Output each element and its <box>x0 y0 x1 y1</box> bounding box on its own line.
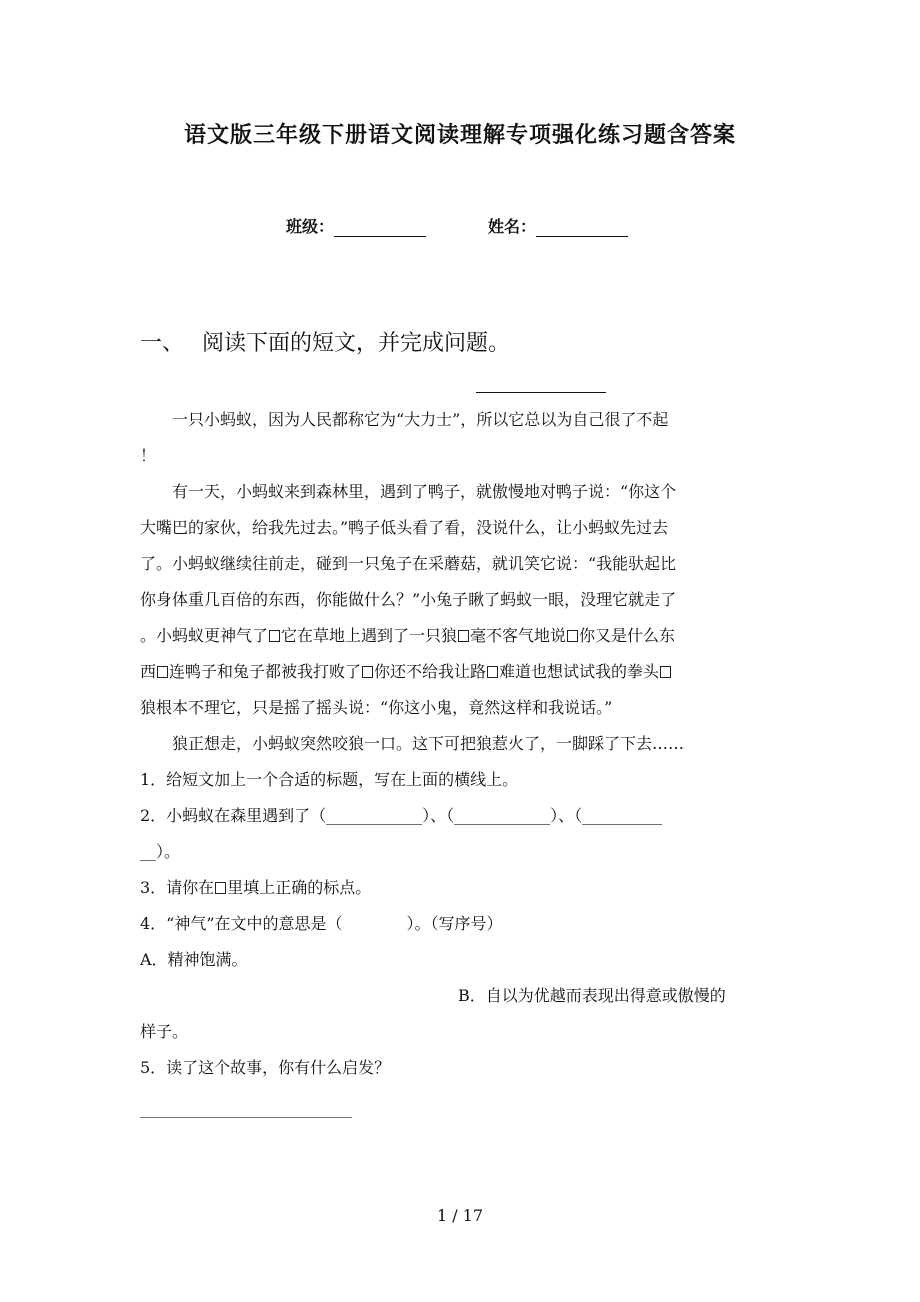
punctuation-box[interactable] <box>487 666 498 678</box>
page-title: 语文版三年级下册语文阅读理解专项强化练习题含答案 <box>183 122 736 148</box>
passage-line: 了。小蚂蚁继续往前走，碰到一只兔子在采蘑菇，就讥笑它说：“我能驮起比 <box>140 554 677 573</box>
passage-line <box>140 662 780 682</box>
passage-text: 难道也想试试我的拳头 <box>499 662 660 681</box>
answer-line[interactable] <box>140 1117 352 1118</box>
punctuation-box[interactable] <box>269 630 280 642</box>
question-1: 1．给短文加上一个合适的标题，写在上面的横线上。 <box>140 770 519 789</box>
class-label: 班级： <box>286 217 335 236</box>
punctuation-box[interactable] <box>458 630 469 642</box>
passage-line: 一只小蚂蚁，因为人民都称它为“大力士”，所以它总以为自己很了不起 <box>172 410 669 429</box>
question-text: 3．请你在 <box>140 878 215 897</box>
title-answer-line[interactable] <box>476 392 606 393</box>
question-text: 里填上正确的标点。 <box>227 878 372 897</box>
class-blank[interactable] <box>334 220 426 237</box>
passage-text: 它在草地上遇到了一只狼 <box>281 626 458 645</box>
question-3 <box>140 878 780 898</box>
option-b-cont: 样子。 <box>140 1022 189 1041</box>
passage-text: 连鸭子和兔子都被我打败了 <box>169 662 362 681</box>
passage-text: 你还不给我让路 <box>374 662 487 681</box>
passage-text: 西 <box>140 662 157 681</box>
option-b[interactable]: B．自以为优越而表现出得意或傲慢的 <box>458 986 726 1005</box>
punctuation-box-icon <box>215 882 226 894</box>
class-field <box>286 214 426 237</box>
name-label: 姓名： <box>488 217 537 236</box>
question-2-cont[interactable]: __）。 <box>140 842 181 861</box>
option-a[interactable]: A．精神饱满。 <box>140 950 248 969</box>
passage-line: 大嘴巴的家伙，给我先过去。”鸭子低头看了看，没说什么，让小蚂蚁先过去 <box>140 518 669 537</box>
punctuation-box[interactable] <box>362 666 373 678</box>
passage-line: ！ <box>140 446 157 465</box>
punctuation-box[interactable] <box>660 666 671 678</box>
passage-line: 有一天，小蚂蚁来到森林里，遇到了鸭子，就傲慢地对鸭子说：“你这个 <box>172 482 677 501</box>
passage-text: 。小蚂蚁更神气了 <box>140 626 269 645</box>
name-blank[interactable] <box>536 220 628 237</box>
punctuation-box[interactable] <box>567 630 578 642</box>
name-field <box>488 214 628 237</box>
section-number: 一、 <box>140 331 185 356</box>
question-2[interactable]: 2．小蚂蚁在森里遇到了（____________）、（____________）、（__________ <box>140 806 663 825</box>
punctuation-box[interactable] <box>157 666 168 678</box>
question-5: 5．读了这个故事，你有什么启发？ <box>140 1058 391 1077</box>
section-instruction: 阅读下面的短文，并完成问题。 <box>202 331 511 356</box>
passage-line: 狼正想走，小蚂蚁突然咬狼一口。这下可把狼惹火了，一脚踩了下去…… <box>172 734 685 753</box>
question-4[interactable]: 4．“神气”在文中的意思是（ ）。（写序号） <box>140 914 503 933</box>
passage-line: 狼根本不理它，只是摇了摇头说：“你这小鬼，竟然这样和我说话。” <box>140 698 613 717</box>
passage-line <box>140 626 780 646</box>
page-number: 1 / 17 <box>436 1206 484 1225</box>
section-heading <box>140 326 510 357</box>
passage-line: 你身体重几百倍的东西，你能做什么？”小兔子瞅了蚂蚁一眼，没理它就走了 <box>140 590 677 609</box>
passage-text: 毫不客气地说 <box>470 626 567 645</box>
passage-text: 你又是什么东 <box>579 626 676 645</box>
